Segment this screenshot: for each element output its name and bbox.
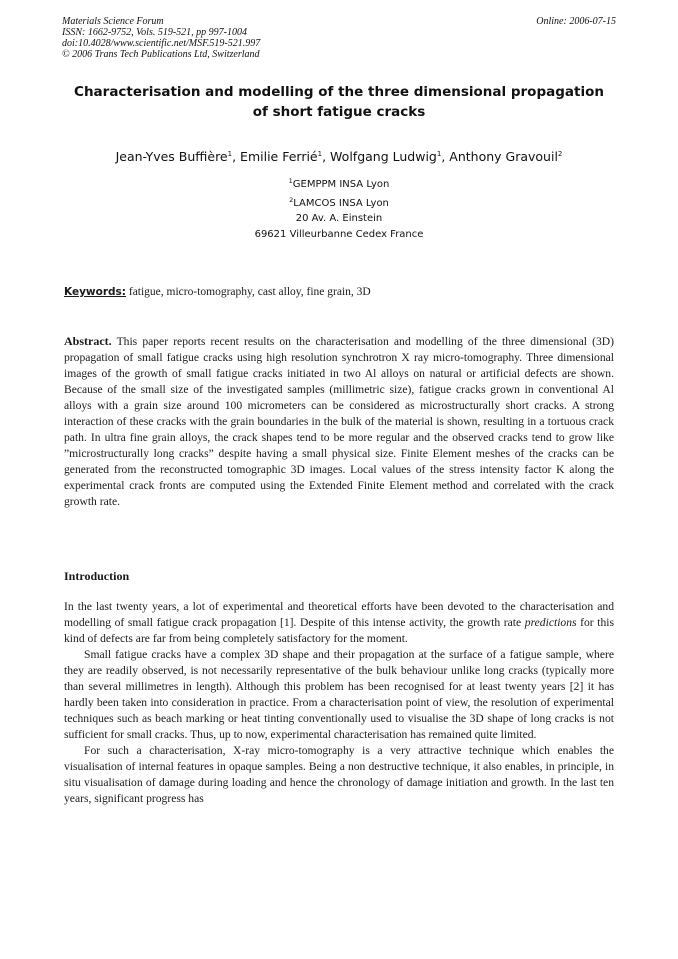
section-heading-introduction: Introduction [64, 569, 130, 583]
keywords-text: fatigue, micro-tomography, cast alloy, fine grain, 3D [128, 286, 371, 298]
keywords-label: Keywords: [64, 286, 126, 298]
journal-name: Materials Science Forum [62, 16, 164, 27]
paragraph [64, 599, 614, 647]
author-name: Jean-Yves Buffière [115, 149, 228, 164]
affiliation-address: 20 Av. A. Einstein [295, 213, 383, 224]
copyright-line: © 2006 Trans Tech Publications Ltd, Switzerland [62, 49, 260, 60]
abstract-text: This paper reports recent results on the characterisation and modelling of the three dimensional (3D) propagation of small fatigue cracks using high resolution synchrotron X ray micro-tomography. Three dimensional images of the growth of small fatigue cracks initiated in two Al alloys on natural or artificial defects are shown. Because of the small size of the investigated samples (millimetric size), fatigue cracks grown in conventional Al alloys with a grain size around 100 micrometers can be considered as microstructurally short cracks. A strong interaction of these cracks with the grain boundaries in the bulk of the material is shown, resulting in a tortuous crack path. In ultra fine grain alloys, the crack shapes tend to be more regular and the observed cracks tend to grow like ”microstructurally long cracks” despite having a small physical size. Finite Element meshes of the cracks can be generated from the reconstructed tomographic 3D images. Local values of the stress intensity factor K along the experimental crack fronts are computed using the Extended Finite Element method and correlated with the crack growth rate. [64, 335, 614, 508]
author-affiliation-mark: 2 [557, 150, 563, 158]
author-affiliation-mark: 1 [227, 150, 233, 158]
author-name: Emilie Ferrié [240, 149, 318, 164]
title-line-1: Characterisation and modelling of the three dimensional propagation [74, 84, 604, 100]
paper-title [62, 82, 616, 122]
online-date: Online: 2006-07-15 [536, 16, 616, 27]
affiliation-text: LAMCOS INSA Lyon [293, 197, 389, 209]
affiliation-mark: 1 [288, 177, 293, 185]
author-affiliation-mark: 1 [317, 150, 323, 158]
affiliation-text: GEMPPM INSA Lyon [292, 179, 390, 190]
issn-line: ISSN: 1662-9752, Vols. 519-521, pp 997-1004 [62, 27, 247, 38]
doi-line: doi:10.4028/www.scientific.net/MSF.519-521.997 [62, 38, 261, 49]
author-list: Jean-Yves Buffière$^1$, Emilie Ferrié$^1$, Wolfgang Ludwig$^1$, Anthony Gravouil$^2$ [115, 149, 563, 164]
paragraph: Small fatigue cracks have a complex 3D shape and their propagation at the surface of a fatigue sample, where they are readily observed, is not necessarily representative of the bulk behaviour unlike long cracks (typically more than several millimetres in length). Although this problem has been recognised for at least twenty years [2] it has hardly been taken into consideration in practice. From a characterisation point of view, the resolution of experimental techniques such as beach marking or heat tinting conventionally used to visualise the 3D shape of long cracks is not sufficient for small cracks. Thus, up to now, experimental characterisation has remained quite limited. [64, 648, 614, 741]
affiliations [62, 174, 616, 242]
title-line-2: of short fatigue cracks [252, 104, 426, 120]
keywords [64, 285, 616, 300]
paragraph-text: for this kind of defects are far from being completely satisfactory for the moment. [64, 616, 614, 645]
introduction-body [64, 599, 614, 807]
paragraph-text: In the last twenty years, a lot of experimental and theoretical efforts have been devoted to the characterisation and modelling of small fatigue crack propagation [1]. Despite of this intense activity, the growth rate [64, 600, 614, 629]
affiliation-mark: 2 [289, 195, 294, 204]
affiliation-1 [62, 174, 616, 193]
affiliation-2 [62, 193, 616, 212]
journal-header [62, 16, 616, 60]
emphasis-text: predictions [524, 616, 577, 629]
abstract [64, 333, 614, 510]
author-name: Wolfgang Ludwig [330, 149, 437, 164]
abstract-label: Abstract. [64, 334, 112, 348]
affiliation-city: 69621 Villeurbanne Cedex France [254, 228, 424, 240]
paragraph: For such a characterisation, X-ray micro-tomography is a very attractive technique which enables the visualisation of internal features in opaque samples. Being a non destructive technique, it also enables, in principle, in situ visualisation of damage during loading and hence the chronology of damage initiation and growth. In the last ten years, significant progress has [64, 744, 614, 805]
author-affiliation-mark: 1 [436, 150, 442, 158]
author-name: Anthony Gravouil [449, 149, 558, 164]
